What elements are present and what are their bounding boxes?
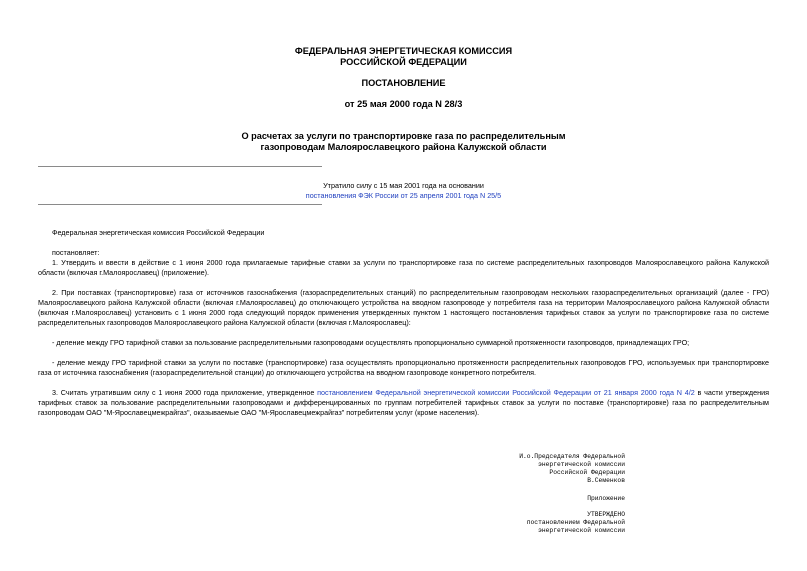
status-link-row (0, 191, 807, 201)
paragraph-2: 2. При поставках (транспортировке) газа от источников газоснабжения (газораспределительных станций) по распределительным газопроводам нескольких газораспределительных организаций (далее - ГРО) Малоярославецкого района Калужской области (включая г.Малоярославец) до отключающего устройства на вводном газопроводе у потребителя газа на территории Малоярославецкого района Калужской области (включая г.Малоярославец) установить с 1 июня 2000 года следующий порядок применения утвержденных пунктом 1 настоящего постановления тарифных ставок за услуги по транспортировке газа по системе распределительных газопроводов Малоярославецкого района Калужской области (включая г.Малоярославец): (38, 288, 769, 327)
document-title-line-2: газопроводам Малоярославецкого района Калужской области (260, 142, 547, 152)
approval-line-2: постановлением Федеральной (526, 519, 625, 526)
document-body (38, 228, 769, 418)
referenced-resolution-link[interactable]: постановлением Федеральной энергетической комиссии Российской Федерации от 21 января 2000 года N 4/2 (317, 388, 695, 397)
appendix-approval-block (400, 511, 625, 535)
document-type: ПОСТАНОВЛЕНИЕ (361, 78, 446, 88)
paragraph-1: 1. Утвердить и ввести в действие с 1 июня 2000 года прилагаемые тарифные ставки за услуги по транспортировке газа по системе распределительных газопроводов Малоярославецкого района Калужской области (включая г.Малоярославец) (приложение). (38, 258, 769, 277)
paragraph-5-start: 3. Считать утратившим силу с 1 июня 2000 года приложение, утвержденное (52, 388, 318, 397)
paragraph-4: - деление между ГРО тарифной ставки за услуги по поставке (транспортировке) газа осуществлять пропорционально протяженности распределительных газопроводов ГРО, используемых при транспортировке газа от источника газоснабжения (газораспределительной станции) до отключающего устройства на вводном газопроводе конкретного потребителя. (38, 358, 769, 377)
signature-line-2: энергетической комиссии (538, 461, 625, 468)
divider-top (38, 166, 322, 167)
approval-line-3: энергетической комиссии (538, 527, 625, 534)
approval-line-1: УТВЕРЖДЕНО (587, 511, 625, 518)
paragraph-5 (38, 388, 769, 418)
repeal-document-link[interactable]: постановления ФЭК России от 25 апреля 2001 года N 25/5 (305, 191, 502, 200)
divider-bottom (38, 204, 322, 205)
appendix-label: Приложение (587, 495, 625, 502)
paragraph-3: - деление между ГРО тарифной ставки за пользование распределительными газопроводами осуществлять пропорционально суммарной протяженности газопроводов, принадлежащих ГРО; (52, 338, 690, 347)
paragraph-5-end: в части утверждения тарифных ставок за пользование распределительными газопроводами и дифференцированных по группам потребителей тарифных ставок за услуги по поставке (транспортировке) газа по распределительным газопроводам ОАО "М-Ярославецмежрайгаз", оказываемые ОАО "М-Ярославецмежрайгаз" потребителям услуг (кроме населения). (38, 388, 769, 417)
signature-block (400, 453, 625, 485)
signature-line-3: Российской Федерации (549, 469, 625, 476)
issuer-line-2: РОССИЙСКОЙ ФЕДЕРАЦИИ (340, 57, 467, 67)
issuer-line-1: ФЕДЕРАЛЬНАЯ ЭНЕРГЕТИЧЕСКАЯ КОМИССИЯ (294, 46, 513, 56)
signature-line-1: И.о.Председателя Федеральной (519, 453, 625, 460)
signature-name: В.Семенков (587, 477, 625, 484)
document-date-number: от 25 мая 2000 года N 28/3 (344, 99, 463, 109)
intro-paragraph: Федеральная энергетическая комиссия Российской Федерации (52, 228, 265, 237)
status-text: Утратило силу с 15 мая 2001 года на основании (323, 181, 484, 190)
document-title-line-1: О расчетах за услуги по транспортировке газа по распределительным (241, 131, 566, 141)
decides-paragraph: постановляет: (52, 248, 100, 257)
